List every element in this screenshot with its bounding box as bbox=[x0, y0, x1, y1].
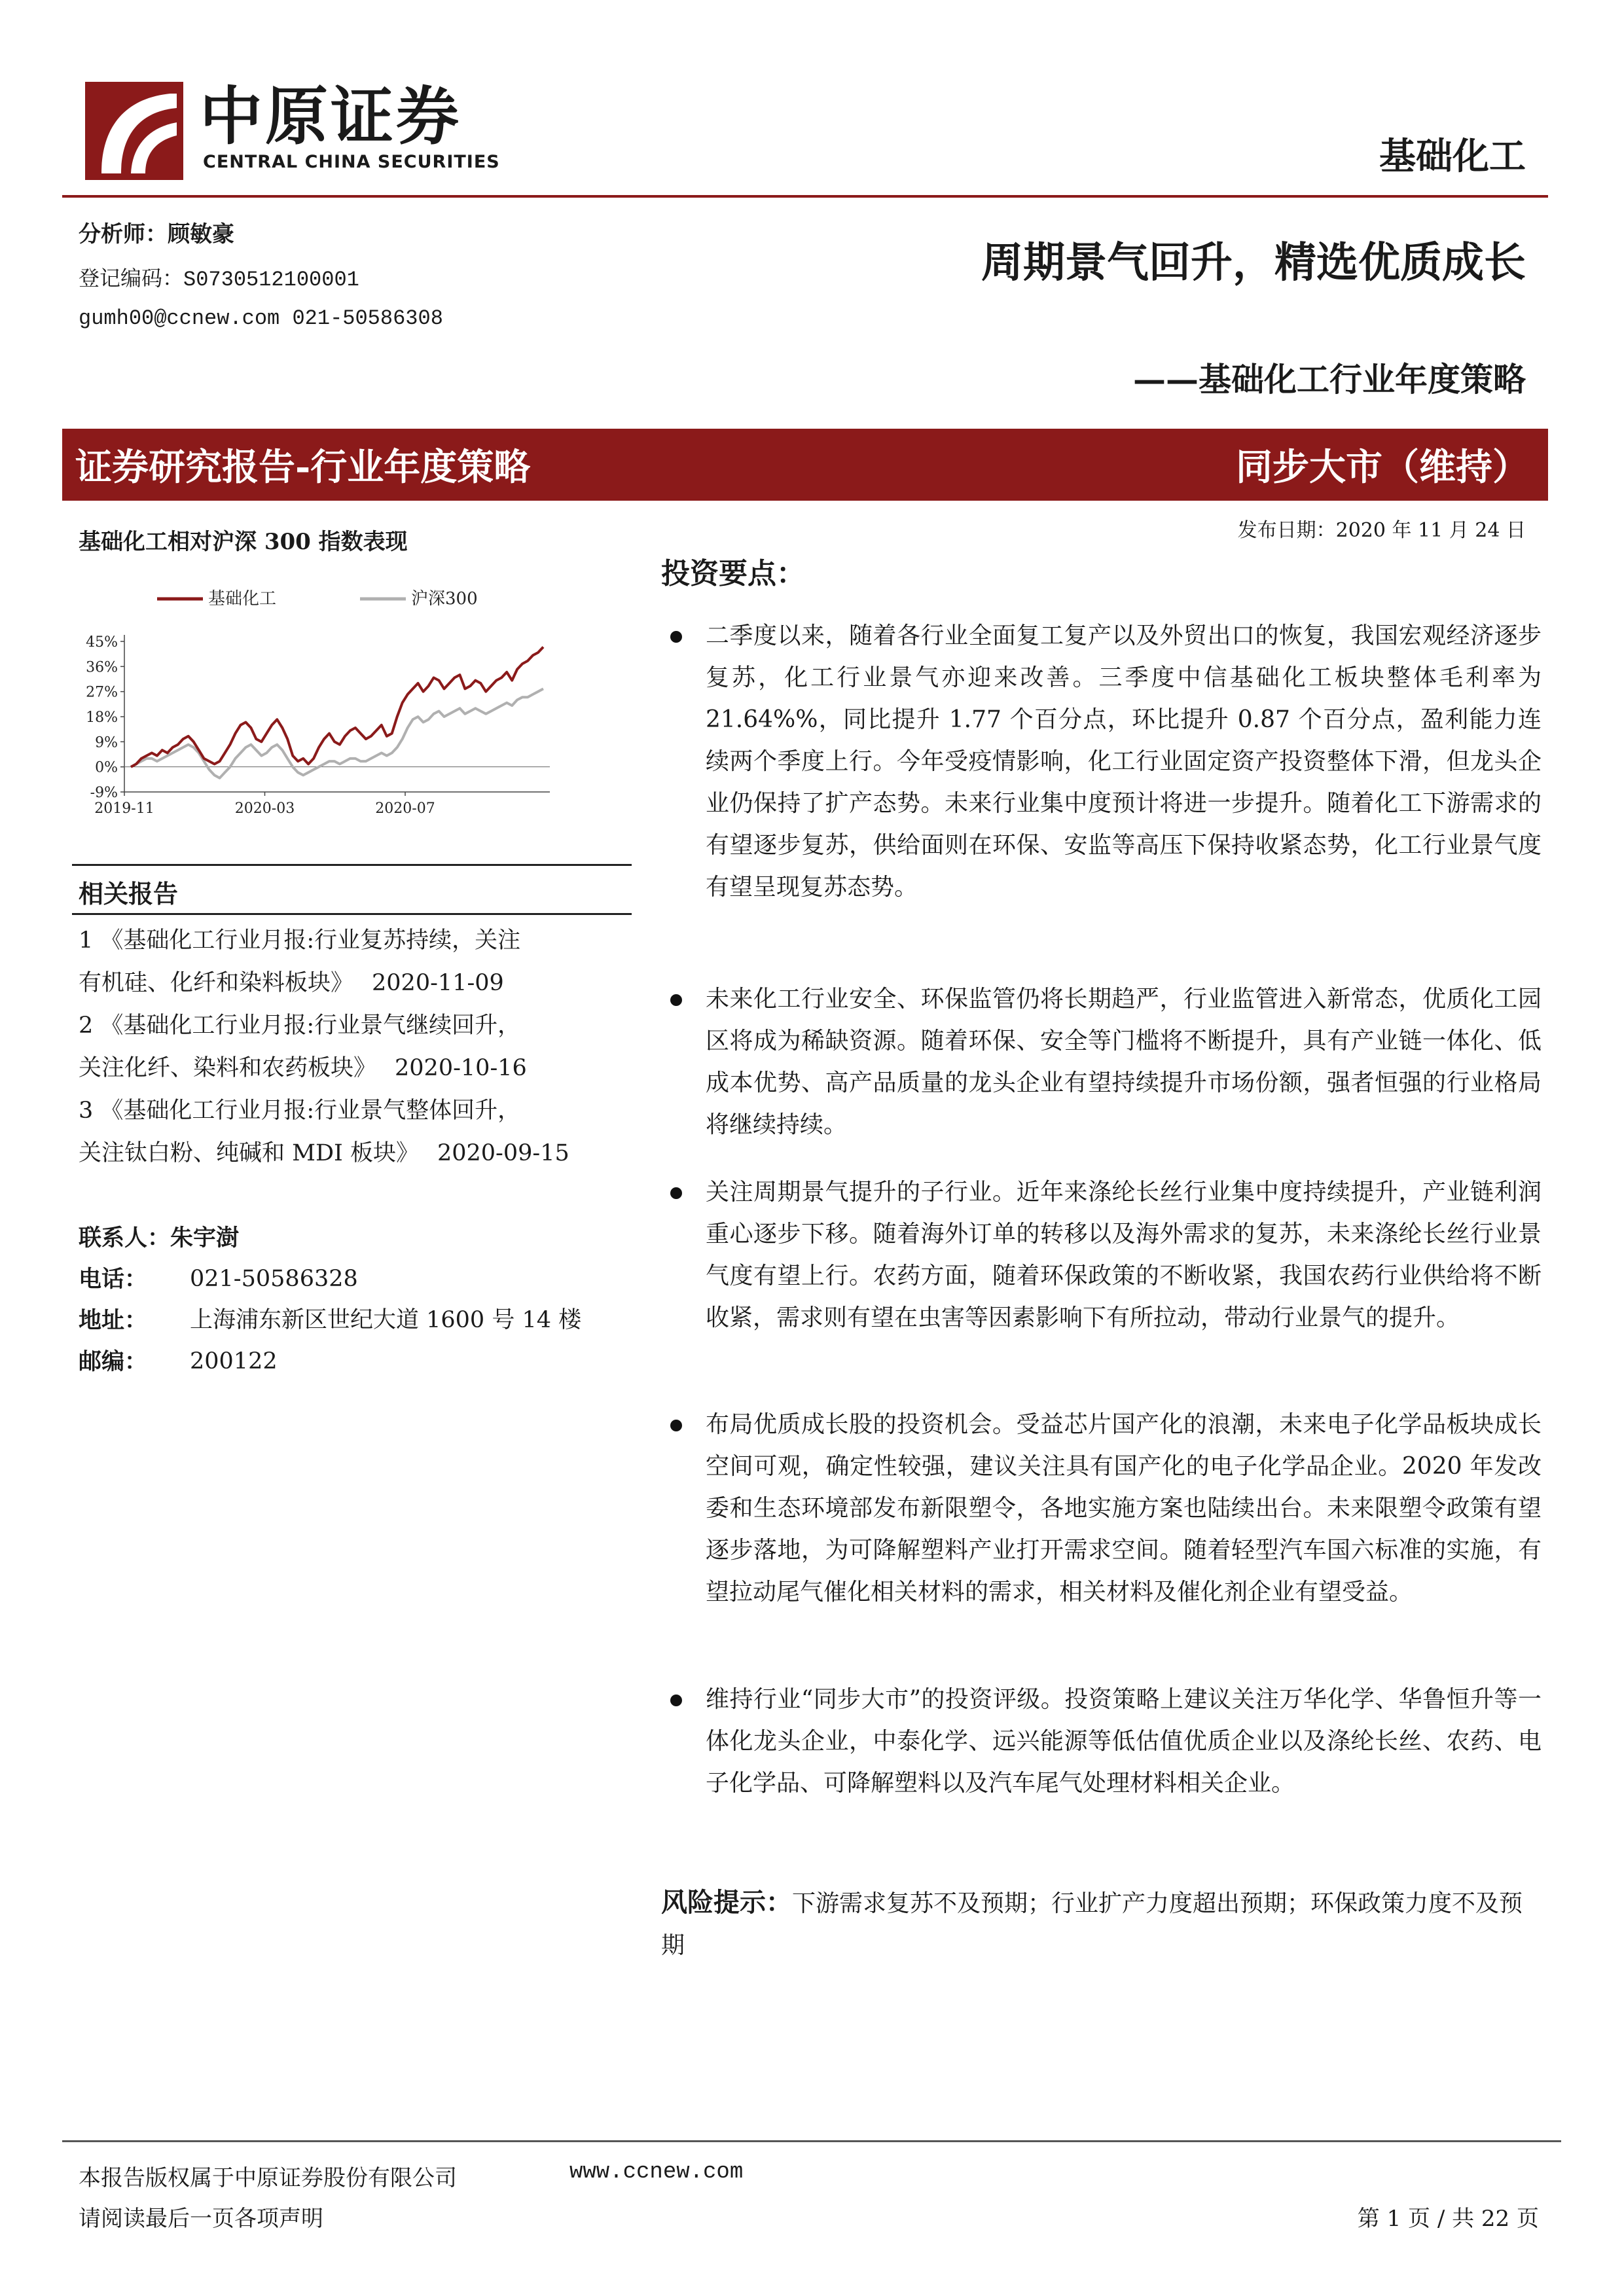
legend-label: 基础化工 bbox=[208, 589, 277, 609]
rating-label: 同步大市（维持） bbox=[1236, 446, 1529, 489]
chart-bottom-divider bbox=[72, 864, 632, 866]
logo-english-name: CENTRAL CHINA SECURITIES bbox=[203, 152, 500, 172]
related-report-2-title-cont[interactable]: 关注化纤、染料和农药板块》 bbox=[79, 1055, 377, 1081]
y-tick-label: -9% bbox=[90, 785, 118, 801]
investment-points-heading: 投资要点： bbox=[661, 557, 805, 590]
x-tick-label: 2019-11 bbox=[94, 800, 154, 817]
legend-label: 沪深300 bbox=[411, 589, 478, 609]
related-reports-list bbox=[79, 920, 628, 1175]
phone-label: 电话： bbox=[79, 1266, 148, 1293]
zip-value: 200122 bbox=[190, 1348, 278, 1374]
related-reports-heading: 相关报告 bbox=[79, 879, 179, 908]
report-title: 周期景气回升，精选优质成长 bbox=[981, 238, 1526, 287]
analyst-registration: 登记编码：S0730512100001 bbox=[79, 268, 359, 292]
address-label: 地址： bbox=[79, 1307, 148, 1334]
y-tick-label: 9% bbox=[95, 734, 118, 751]
investment-point-text: 维持行业“同步大市”的投资评级。投资策略上建议关注万华化学、华鲁恒升等一体化龙头企业，中泰化学、远兴能源等低估值优质企业以及涤纶长丝、农药、电子化学品、可降解塑料以及汽车尾气处理材料相关企业。 bbox=[706, 1686, 1542, 1797]
bullet-icon bbox=[670, 1420, 682, 1431]
related-report-1-date: 2020-11-09 bbox=[372, 970, 504, 996]
related-report-2-date: 2020-10-16 bbox=[395, 1055, 527, 1081]
related-report-1-title-cont[interactable]: 有机硅、化纤和染料板块》 bbox=[79, 970, 354, 996]
related-report-3-title-cont[interactable]: 关注钛白粉、纯碱和 MDI 板块》 bbox=[79, 1140, 419, 1166]
bullet-icon bbox=[670, 1695, 682, 1706]
footer-disclaimer-notice: 请阅读最后一页各项声明 bbox=[79, 2206, 323, 2232]
report-subtitle: ——基础化工行业年度策略 bbox=[1133, 360, 1526, 399]
y-tick-label: 27% bbox=[86, 684, 118, 701]
contact-block bbox=[79, 1217, 581, 1382]
series-line-1 bbox=[131, 647, 543, 767]
investment-point-text: 布局优质成长股的投资机会。受益芯片国产化的浪潮，未来电子化学品板块成长空间可观，确定性较强，建议关注具有国产化的电子化学品企业。2020 年发改委和生态环境部发布新限塑令，各地实施方案也陆续出台。未来限塑令政策有望逐步落地，为可降解塑料产业打开需求空间。随着轻型汽车国六标准的实施，有望拉动尾气催化相关材料的需求，相关材料及催化剂企业有望受益。 bbox=[706, 1411, 1542, 1605]
related-report-2-title[interactable]: 2 《基础化工行业月报:行业景气继续回升， bbox=[79, 1013, 521, 1039]
zip-label: 邮编： bbox=[79, 1348, 148, 1375]
header-divider bbox=[62, 195, 1548, 198]
x-tick-label: 2020-07 bbox=[375, 800, 435, 817]
analyst-contact: gumh00@ccnew.com 021-50586308 bbox=[79, 306, 443, 331]
bullet-icon bbox=[670, 1187, 682, 1199]
page-number: 第 1 页 / 共 22 页 bbox=[1357, 2206, 1539, 2232]
logo-chinese-name: 中原证券 bbox=[200, 80, 461, 153]
related-reports-divider bbox=[72, 913, 632, 915]
investment-point-text: 未来化工行业安全、环保监管仍将长期趋严，行业监管进入新常态，优质化工园区将成为稀缺资源。随着环保、安全等门槛将不断提升，具有产业链一体化、低成本优势、高产品质量的龙头企业有望持续提升市场份额，强者恒强的行业格局将继续持续。 bbox=[706, 986, 1542, 1138]
related-report-3-title[interactable]: 3 《基础化工行业月报:行业景气整体回升， bbox=[79, 1098, 521, 1124]
footer-copyright: 本报告版权属于中原证券股份有限公司 bbox=[79, 2165, 457, 2191]
bullet-icon bbox=[670, 631, 682, 643]
risk-label: 风险提示： bbox=[661, 1887, 792, 1918]
related-report-3-date: 2020-09-15 bbox=[437, 1140, 569, 1166]
bullet-icon bbox=[670, 994, 682, 1006]
investment-point-text: 二季度以来，随着各行业全面复工复产以及外贸出口的恢复，我国宏观经济逐步复苏，化工行业景气亦迎来改善。三季度中信基础化工板块整体毛利率为 21.64%%，同比提升 1.77 个百分点，环比提升 0.87 个百分点，盈利能力连续两个季度上行。今年受疫情影响，化工行业固定资产投资整体下滑，但龙头企业仍保持了扩产态势。未来行业集中度预计将进一步提升。随着化工下游需求的有望逐步复苏，供给面则在环保、安监等高压下保持收紧态势，化工行业景气度有望呈现复苏态势。 bbox=[706, 622, 1542, 901]
analyst-name: 分析师：顾敏豪 bbox=[79, 221, 234, 247]
contact-person: 联系人：朱宇澍 bbox=[79, 1225, 240, 1251]
sector-label: 基础化工 bbox=[1379, 135, 1526, 178]
series-line-2 bbox=[131, 689, 543, 778]
phone-value: 021-50586328 bbox=[190, 1266, 358, 1292]
relative-performance-chart bbox=[72, 569, 569, 825]
related-report-1-title[interactable]: 1 《基础化工行业月报:行业复苏持续，关注 bbox=[79, 927, 521, 954]
y-tick-label: 36% bbox=[86, 659, 118, 676]
x-tick-label: 2020-03 bbox=[234, 800, 295, 817]
footer-website-link[interactable]: www.ccnew.com bbox=[569, 2160, 744, 2185]
report-type-label: 证券研究报告-行业年度策略 bbox=[75, 446, 531, 489]
investment-point-text: 关注周期景气提升的子行业。近年来涤纶长丝行业集中度持续提升，产业链利润重心逐步下移。随着海外订单的转移以及海外需求的复苏，未来涤纶长丝行业景气度有望上行。农药方面，随着环保政策的不断收紧，我国农药行业供给将不断收紧，需求则有望在虫害等因素影响下有所拉动，带动行业景气的提升。 bbox=[706, 1179, 1542, 1331]
y-tick-label: 0% bbox=[95, 759, 118, 776]
publish-date: 发布日期：2020 年 11 月 24 日 bbox=[1237, 519, 1526, 542]
footer-divider bbox=[62, 2140, 1561, 2142]
y-tick-label: 18% bbox=[86, 709, 118, 726]
chart-title: 基础化工相对沪深 300 指数表现 bbox=[79, 529, 408, 555]
address-value: 上海浦东新区世纪大道 1600 号 14 楼 bbox=[190, 1307, 582, 1333]
risk-warning bbox=[661, 1882, 1542, 1967]
risk-text: 下游需求复苏不及预期；行业扩产力度超出预期；环保政策力度不及预期 bbox=[661, 1890, 1523, 1959]
company-logo-icon bbox=[85, 82, 183, 180]
y-tick-label: 45% bbox=[86, 634, 118, 651]
